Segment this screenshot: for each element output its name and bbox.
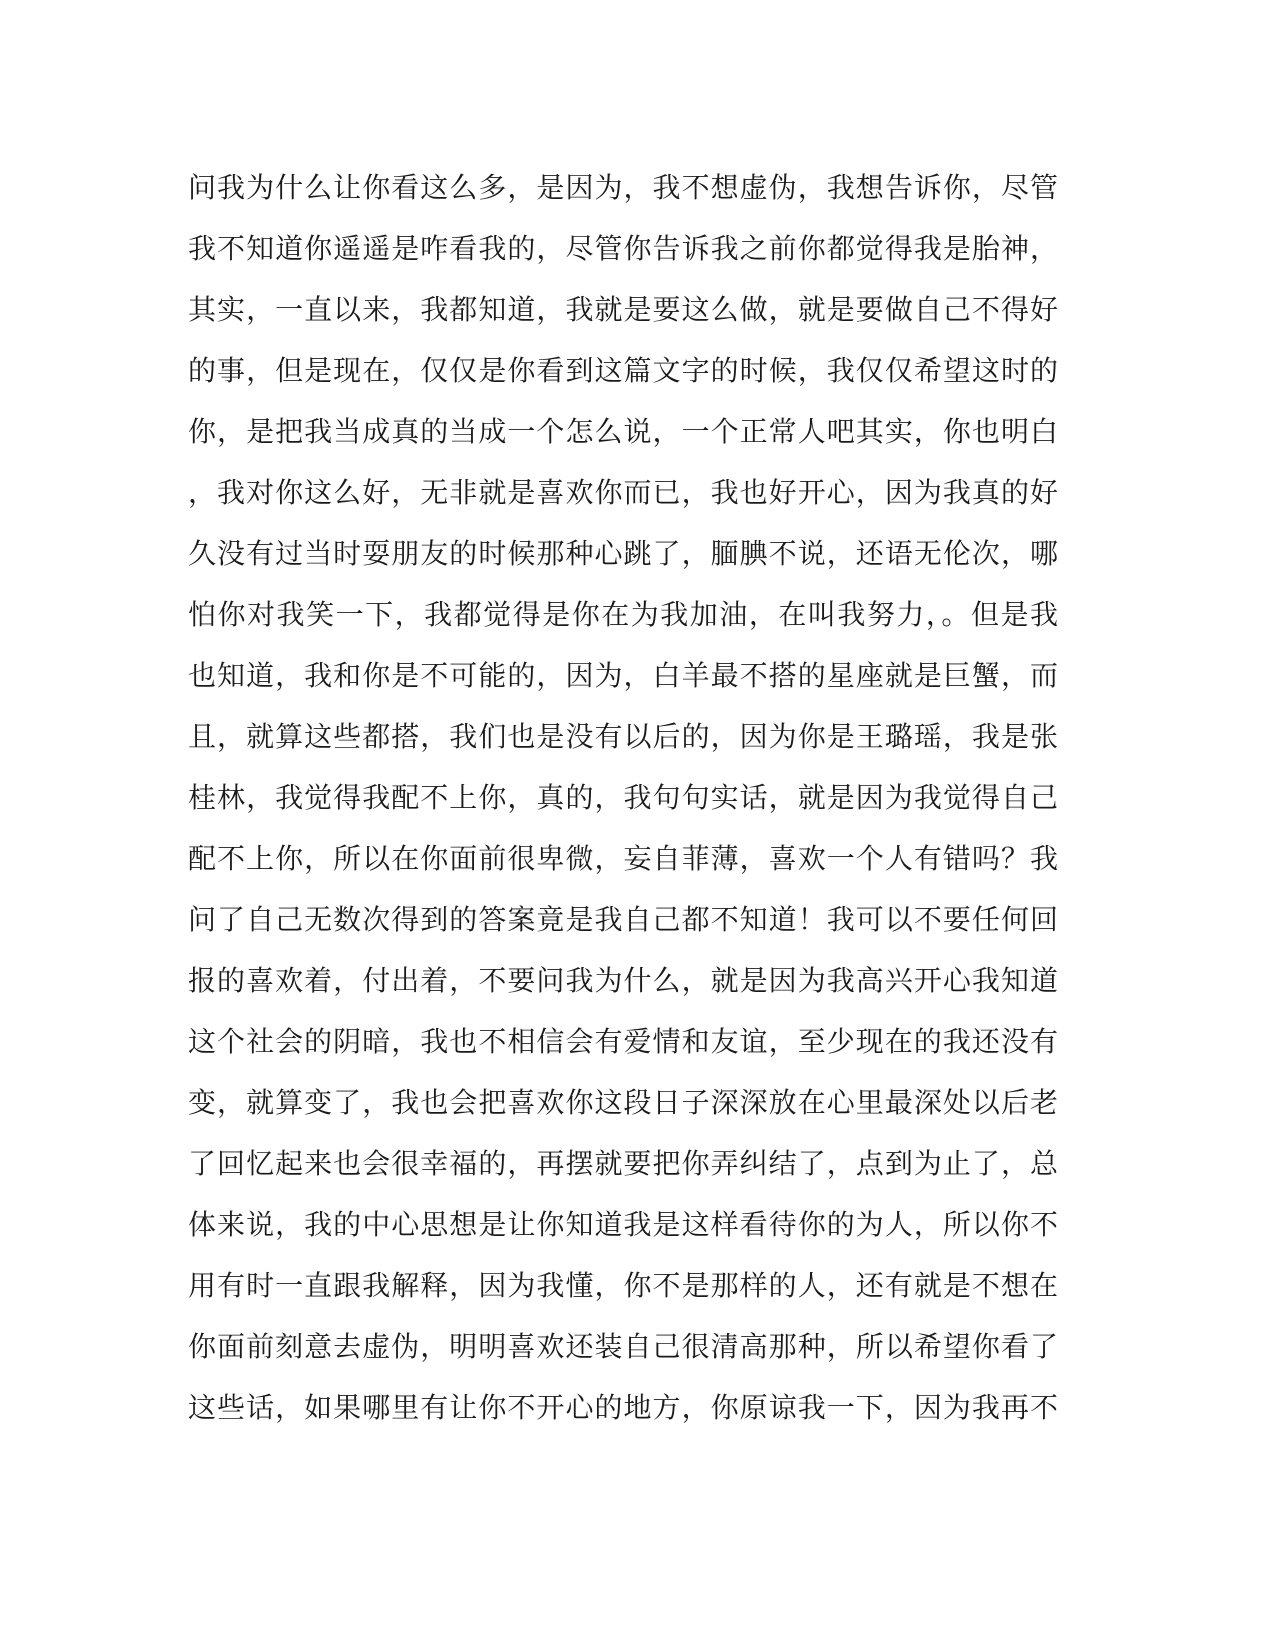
text-line: 你面前刻意去虚伪，明明喜欢还装自己很清高那种，所以希望你看了 <box>188 1330 1058 1363</box>
text-line: 变，就算变了，我也会把喜欢你这段日子深深放在心里最深处以后老 <box>188 1086 1058 1119</box>
text-line: 问了自己无数次得到的答案竟是我自己都不知道！我可以不要任何回 <box>188 903 1058 936</box>
text-line: ，我对你这么好，无非就是喜欢你而已，我也好开心，因为我真的好 <box>188 476 1058 509</box>
text-line: 体来说，我的中心思想是让你知道我是这样看待你的为人，所以你不 <box>188 1208 1058 1241</box>
text-line: 了回忆起来也会很幸福的，再摆就要把你弄纠结了，点到为止了，总 <box>188 1147 1058 1180</box>
text-line: 其实，一直以来，我都知道，我就是要这么做，就是要做自己不得好 <box>188 293 1058 326</box>
text-line: 用有时一直跟我解释，因为我懂，你不是那样的人，还有就是不想在 <box>188 1269 1058 1302</box>
text-line: 且，就算这些都搭，我们也是没有以后的，因为你是王璐瑶，我是张 <box>188 720 1058 753</box>
text-line: 也知道，我和你是不可能的，因为，白羊最不搭的星座就是巨蟹，而 <box>188 659 1058 692</box>
text-line: 这些话，如果哪里有让你不开心的地方，你原谅我一下，因为我再不 <box>188 1391 1058 1424</box>
text-line: 我不知道你遥遥是咋看我的，尽管你告诉我之前你都觉得我是胎神， <box>188 232 1058 265</box>
text-line: 配不上你，所以在你面前很卑微，妄自菲薄，喜欢一个人有错吗？我 <box>188 842 1058 875</box>
text-line: 怕你对我笑一下，我都觉得是你在为我加油，在叫我努力，。但是我 <box>188 598 1058 631</box>
text-line: 问我为什么让你看这么多，是因为，我不想虚伪，我想告诉你，尽管 <box>188 171 1058 204</box>
text-line: 这个社会的阴暗，我也不相信会有爱情和友谊，至少现在的我还没有 <box>188 1025 1058 1058</box>
text-line: 桂林，我觉得我配不上你，真的，我句句实话，就是因为我觉得自己 <box>188 781 1058 814</box>
body-text <box>188 157 1058 1438</box>
text-line: 报的喜欢着，付出着，不要问我为什么，就是因为我高兴开心我知道 <box>188 964 1058 997</box>
text-line: 久没有过当时耍朋友的时候那种心跳了，腼腆不说，还语无伦次，哪 <box>188 537 1058 570</box>
text-line: 你，是把我当成真的当成一个怎么说，一个正常人吧其实，你也明白 <box>188 415 1058 448</box>
text-line: 的事，但是现在，仅仅是你看到这篇文字的时候，我仅仅希望这时的 <box>188 354 1058 387</box>
